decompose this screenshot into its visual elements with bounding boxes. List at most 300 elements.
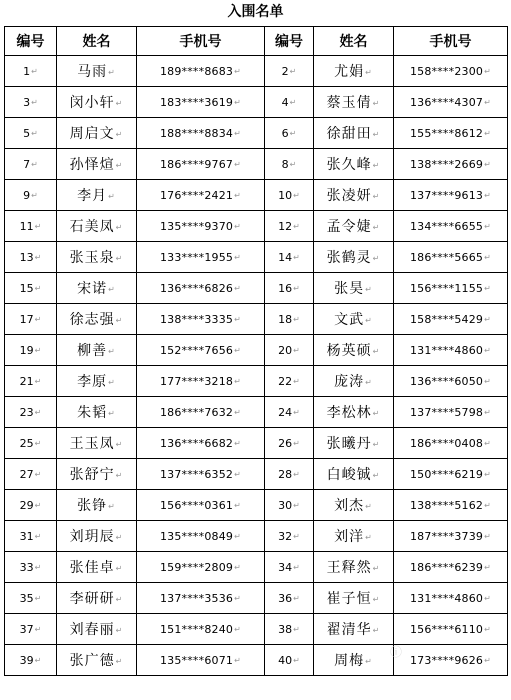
entry-phone — [394, 149, 508, 180]
entry-phone — [394, 242, 508, 273]
entry-name-text: 王释然 — [326, 560, 372, 576]
entry-name — [57, 118, 137, 149]
paragraph-mark-icon: ↵ — [115, 532, 124, 542]
entry-number — [265, 149, 314, 180]
paragraph-mark-icon: ↵ — [484, 439, 492, 448]
entry-name — [314, 397, 394, 428]
paragraph-mark-icon: ↵ — [115, 470, 124, 480]
entry-name — [314, 459, 394, 490]
entry-number-text: 15 — [19, 281, 34, 295]
paragraph-mark-icon: ↵ — [115, 315, 124, 325]
entry-name-text: 孟令婕 — [326, 219, 372, 235]
paragraph-mark-icon: ↵ — [234, 563, 242, 572]
paragraph-mark-icon: ↵ — [234, 408, 242, 417]
paragraph-mark-icon: ↵ — [372, 222, 381, 232]
paragraph-mark-icon: ↵ — [34, 594, 42, 603]
entry-phone — [394, 335, 508, 366]
paragraph-mark-icon: ↵ — [234, 98, 242, 107]
entry-phone — [394, 428, 508, 459]
entry-number — [5, 180, 57, 211]
paragraph-mark-icon: ↵ — [293, 191, 300, 200]
list-title: 入围名单 — [227, 4, 284, 20]
paragraph-mark-icon: ↵ — [484, 501, 492, 510]
header-id-left: 编号 — [5, 27, 57, 56]
entry-name — [57, 521, 137, 552]
entry-phone-text: 187****3739 — [409, 529, 484, 543]
table-row — [5, 180, 508, 211]
entry-number — [265, 366, 314, 397]
entry-number-text: 11 — [19, 219, 34, 233]
paragraph-mark-icon: ↵ — [289, 98, 297, 107]
paragraph-mark-icon: ↵ — [293, 377, 300, 386]
entry-number — [5, 273, 57, 304]
table-row — [5, 335, 508, 366]
paragraph-mark-icon: ↵ — [34, 501, 42, 510]
paragraph-mark-icon: ↵ — [484, 346, 492, 355]
paragraph-mark-icon: ↵ — [293, 656, 300, 665]
paragraph-mark-icon: ↵ — [234, 284, 242, 293]
entry-number-text: 36 — [278, 591, 293, 605]
paragraph-mark-icon: ↵ — [289, 129, 297, 138]
entry-name-text: 王玉凤 — [69, 436, 115, 452]
entry-phone-text: 159****2809 — [159, 560, 234, 574]
entry-phone — [394, 583, 508, 614]
table-row — [5, 614, 508, 645]
paragraph-mark-icon: ↵ — [34, 532, 42, 541]
entry-number-text: 21 — [19, 374, 34, 388]
paragraph-mark-icon: ↵ — [293, 439, 300, 448]
table-row — [5, 459, 508, 490]
entry-number — [5, 521, 57, 552]
entry-number-text: 7 — [23, 157, 31, 171]
entry-name-text: 尤娟 — [334, 64, 365, 80]
entry-phone-text: 131****4860 — [409, 343, 484, 357]
entry-phone — [137, 273, 265, 304]
paragraph-mark-icon: ↵ — [234, 222, 242, 231]
entry-phone — [137, 366, 265, 397]
table-row — [5, 490, 508, 521]
entry-name — [57, 211, 137, 242]
paragraph-mark-icon: ↵ — [234, 129, 242, 138]
entry-phone-text: 177****3218 — [159, 374, 234, 388]
entry-number — [5, 56, 57, 87]
paragraph-mark-icon: ↵ — [484, 67, 492, 76]
paragraph-mark-icon: ↵ — [34, 656, 42, 665]
paragraph-mark-icon: ↵ — [365, 501, 373, 511]
entry-number-text: 29 — [19, 498, 34, 512]
paragraph-mark-icon: ↵ — [34, 470, 42, 479]
paragraph-mark-icon: ↵ — [293, 315, 300, 324]
entry-name-text: 崔子恒 — [326, 591, 372, 607]
entry-phone — [137, 521, 265, 552]
entry-phone-text: 135****6071 — [159, 653, 234, 667]
entry-number — [5, 335, 57, 366]
entry-phone-text: 135****9370 — [159, 219, 234, 233]
table-row — [5, 242, 508, 273]
entry-number-text: 34 — [278, 560, 293, 574]
entry-number-text: 27 — [19, 467, 34, 481]
entry-phone — [394, 490, 508, 521]
paragraph-mark-icon: ↵ — [293, 222, 300, 231]
entry-number — [265, 87, 314, 118]
entry-number-text: 12 — [278, 219, 293, 233]
entry-name-text: 刘洋 — [334, 529, 365, 545]
entry-name-text: 徐甜田 — [326, 126, 372, 142]
entry-phone-text: 186****7632 — [159, 405, 234, 419]
entry-number — [265, 180, 314, 211]
paragraph-mark-icon: ↵ — [372, 191, 381, 201]
table-row — [5, 304, 508, 335]
entry-number — [265, 242, 314, 273]
paragraph-mark-icon: ↵ — [365, 284, 373, 294]
entry-name-text: 朱韬 — [77, 405, 108, 421]
entry-phone-text: 137****9613 — [409, 188, 484, 202]
entry-phone — [137, 459, 265, 490]
paragraph-mark-icon: ↵ — [115, 98, 124, 108]
entry-number-text: 33 — [19, 560, 34, 574]
paragraph-mark-icon: ↵ — [484, 253, 492, 262]
entry-name — [314, 149, 394, 180]
paragraph-mark-icon: ↵ — [234, 439, 242, 448]
entry-name-text: 张舒宁 — [69, 467, 115, 483]
paragraph-mark-icon: ↵ — [234, 315, 242, 324]
header-id-right: 编号 — [265, 27, 314, 56]
entry-name-text: 刘玥辰 — [69, 529, 115, 545]
paragraph-mark-icon: ↵ — [34, 253, 42, 262]
paragraph-mark-icon: ↵ — [108, 501, 116, 511]
entry-number — [5, 242, 57, 273]
entry-number — [5, 490, 57, 521]
entry-phone-text: 138****2669 — [409, 157, 484, 171]
entry-number — [5, 645, 57, 676]
paragraph-mark-icon: ↵ — [484, 222, 492, 231]
entry-name-text: 白峻铖 — [326, 467, 372, 483]
table-row — [5, 211, 508, 242]
entry-phone-text: 136****6826 — [159, 281, 234, 295]
entry-phone-text: 138****5162 — [409, 498, 484, 512]
entry-phone-text: 136****6050 — [409, 374, 484, 388]
paragraph-mark-icon: ↵ — [484, 129, 492, 138]
entry-phone — [137, 180, 265, 211]
paragraph-mark-icon: ↵ — [108, 284, 116, 294]
paragraph-mark-icon: ↵ — [484, 284, 492, 293]
entry-phone-text: 135****0849 — [159, 529, 234, 543]
entry-number-text: 22 — [278, 374, 293, 388]
entry-name-text: 蔡玉倩 — [326, 95, 372, 111]
entry-number-text: 8 — [281, 157, 289, 171]
entry-number — [265, 614, 314, 645]
entry-phone-text: 183****3619 — [159, 95, 234, 109]
entry-name-text: 张鹤灵 — [326, 250, 372, 266]
entry-number-text: 32 — [278, 529, 293, 543]
entry-name-text: 刘春丽 — [69, 622, 115, 638]
entry-name-text: 张凌妍 — [326, 188, 372, 204]
entry-name-text: 周启文 — [69, 126, 115, 142]
entry-phone — [137, 614, 265, 645]
entry-name-text: 张昊 — [334, 281, 365, 297]
entry-number-text: 17 — [19, 312, 34, 326]
table-row — [5, 521, 508, 552]
entry-name-text: 孙怿煊 — [69, 157, 115, 173]
paragraph-mark-icon: ↵ — [31, 67, 38, 76]
paragraph-mark-icon: ↵ — [115, 222, 124, 232]
entry-phone-text: 176****2421 — [159, 188, 234, 202]
paragraph-mark-icon: ↵ — [34, 346, 42, 355]
entry-phone-text: 136****4307 — [409, 95, 484, 109]
entry-name-text: 李松林 — [326, 405, 372, 421]
entry-number-text: 2 — [281, 64, 289, 78]
entry-number-text: 5 — [23, 126, 31, 140]
entry-phone-text: 156****1155 — [409, 281, 484, 295]
entry-name — [314, 304, 394, 335]
paragraph-mark-icon: ↵ — [234, 594, 242, 603]
entry-number — [265, 118, 314, 149]
entry-phone-text: 150****6219 — [409, 467, 484, 481]
entry-number-text: 38 — [278, 622, 293, 636]
watermark: ⓘ — [390, 645, 403, 659]
entry-number — [265, 304, 314, 335]
entry-phone-text: 133****1955 — [159, 250, 234, 264]
paragraph-mark-icon: ↵ — [372, 346, 381, 356]
paragraph-mark-icon: ↵ — [31, 129, 38, 138]
paragraph-mark-icon: ↵ — [115, 625, 124, 635]
entry-number-text: 3 — [23, 95, 31, 109]
table-row — [5, 149, 508, 180]
entry-phone — [137, 583, 265, 614]
entry-name — [314, 366, 394, 397]
entry-number-text: 19 — [19, 343, 34, 357]
paragraph-mark-icon: ↵ — [108, 191, 116, 201]
entry-number-text: 16 — [278, 281, 293, 295]
header-name-left: 姓名 — [57, 27, 137, 56]
entry-name-text: 张久峰 — [326, 157, 372, 173]
paragraph-mark-icon: ↵ — [115, 563, 124, 573]
paragraph-mark-icon: ↵ — [234, 377, 242, 386]
paragraph-mark-icon: ↵ — [234, 160, 242, 169]
entry-number — [265, 56, 314, 87]
entry-phone-text: 189****8683 — [159, 64, 234, 78]
entry-name-text: 闵小轩 — [69, 95, 115, 111]
entry-phone — [394, 397, 508, 428]
entry-number — [265, 335, 314, 366]
entry-phone-text: 155****8612 — [409, 126, 484, 140]
paragraph-mark-icon: ↵ — [484, 98, 492, 107]
header-name-right: 姓名 — [314, 27, 394, 56]
entry-name-text: 文武 — [334, 312, 365, 328]
table-row — [5, 428, 508, 459]
paragraph-mark-icon: ↵ — [484, 656, 492, 665]
entry-number — [265, 428, 314, 459]
entry-phone — [394, 645, 508, 676]
paragraph-mark-icon: ↵ — [234, 346, 242, 355]
paragraph-mark-icon: ↵ — [293, 625, 300, 634]
header-phone-right: 手机号 — [394, 27, 508, 56]
entry-name-text: 李原 — [77, 374, 108, 390]
entry-number — [5, 397, 57, 428]
entry-name-text: 翟清华 — [326, 622, 372, 638]
paragraph-mark-icon: ↵ — [34, 284, 42, 293]
table-row — [5, 118, 508, 149]
entry-name-text: 李研研 — [69, 591, 115, 607]
entry-phone — [394, 87, 508, 118]
entry-number-text: 13 — [19, 250, 34, 264]
entry-number-text: 30 — [278, 498, 293, 512]
entry-name — [57, 459, 137, 490]
entry-phone-text: 186****5665 — [409, 250, 484, 264]
entry-phone-text: 158****2300 — [409, 64, 484, 78]
entry-phone-text: 186****9767 — [159, 157, 234, 171]
paragraph-mark-icon: ↵ — [108, 408, 116, 418]
paragraph-mark-icon: ↵ — [365, 656, 373, 666]
entry-number-text: 28 — [278, 467, 293, 481]
paragraph-mark-icon: ↵ — [372, 625, 381, 635]
paragraph-mark-icon: ↵ — [372, 408, 381, 418]
paragraph-mark-icon: ↵ — [484, 408, 492, 417]
entry-number — [5, 583, 57, 614]
paragraph-mark-icon: ↵ — [115, 253, 124, 263]
entry-number — [265, 211, 314, 242]
entry-name-text: 石美凤 — [69, 219, 115, 235]
entry-number-text: 4 — [281, 95, 289, 109]
paragraph-mark-icon: ↵ — [372, 439, 381, 449]
entry-number-text: 23 — [19, 405, 34, 419]
paragraph-mark-icon: ↵ — [372, 98, 381, 108]
entry-phone — [394, 180, 508, 211]
table-row — [5, 552, 508, 583]
entry-phone — [394, 304, 508, 335]
paragraph-mark-icon: ↵ — [289, 160, 297, 169]
roster-table — [4, 26, 508, 676]
entry-name — [314, 211, 394, 242]
entry-number-text: 39 — [19, 653, 34, 667]
paragraph-mark-icon: ↵ — [34, 377, 42, 386]
paragraph-mark-icon: ↵ — [484, 315, 492, 324]
entry-name-text: 徐志强 — [69, 312, 115, 328]
entry-name — [57, 149, 137, 180]
entry-phone — [137, 87, 265, 118]
paragraph-mark-icon: ↵ — [293, 346, 300, 355]
entry-number — [5, 428, 57, 459]
entry-phone — [394, 118, 508, 149]
entry-number — [265, 521, 314, 552]
paragraph-mark-icon: ↵ — [234, 191, 242, 200]
entry-number-text: 14 — [278, 250, 293, 264]
paragraph-mark-icon: ↵ — [293, 532, 300, 541]
entry-number — [5, 459, 57, 490]
entry-phone-text: 156****6110 — [409, 622, 484, 636]
entry-phone-text: 152****7656 — [159, 343, 234, 357]
entry-phone-text: 188****8834 — [159, 126, 234, 140]
entry-number-text: 18 — [278, 312, 293, 326]
entry-number-text: 25 — [19, 436, 34, 450]
paragraph-mark-icon: ↵ — [293, 563, 300, 572]
entry-name — [57, 242, 137, 273]
paragraph-mark-icon: ↵ — [115, 129, 124, 139]
entry-phone — [137, 118, 265, 149]
entry-number — [5, 304, 57, 335]
paragraph-mark-icon: ↵ — [234, 656, 242, 665]
table-row — [5, 87, 508, 118]
table-row — [5, 273, 508, 304]
entry-name — [57, 87, 137, 118]
entry-name — [57, 490, 137, 521]
table-row — [5, 397, 508, 428]
paragraph-mark-icon: ↵ — [293, 408, 300, 417]
entry-phone — [394, 366, 508, 397]
paragraph-mark-icon: ↵ — [31, 160, 38, 169]
paragraph-mark-icon: ↵ — [293, 284, 300, 293]
entry-phone — [137, 552, 265, 583]
entry-name-text: 柳善 — [77, 343, 108, 359]
entry-name-text: 杨英硕 — [326, 343, 372, 359]
paragraph-mark-icon: ↵ — [365, 377, 373, 387]
entry-name-text: 李月 — [77, 188, 108, 204]
entry-number-text: 24 — [278, 405, 293, 419]
paragraph-mark-icon: ↵ — [31, 191, 38, 200]
entry-number — [265, 583, 314, 614]
entry-name — [314, 583, 394, 614]
paragraph-mark-icon: ↵ — [234, 253, 242, 262]
entry-phone-text: 186****0408 — [409, 436, 484, 450]
entry-name-text: 庞涛 — [334, 374, 365, 390]
entry-name — [314, 118, 394, 149]
paragraph-mark-icon: ↵ — [365, 67, 373, 77]
paragraph-mark-icon: ↵ — [372, 563, 381, 573]
entry-phone — [394, 273, 508, 304]
entry-name — [314, 490, 394, 521]
entry-number-text: 40 — [278, 653, 293, 667]
paragraph-mark-icon: ↵ — [34, 315, 42, 324]
entry-name — [314, 614, 394, 645]
entry-phone — [137, 211, 265, 242]
entry-number — [5, 211, 57, 242]
entry-name-text: 马雨 — [77, 64, 108, 80]
entry-phone-text: 137****3536 — [159, 591, 234, 605]
entry-name — [57, 366, 137, 397]
entry-phone — [394, 459, 508, 490]
paragraph-mark-icon: ↵ — [372, 253, 381, 263]
entry-phone-text: 173****9626 — [409, 653, 484, 667]
paragraph-mark-icon: ↵ — [484, 377, 492, 386]
entry-phone — [137, 242, 265, 273]
entry-number-text: 20 — [278, 343, 293, 357]
entry-phone — [137, 397, 265, 428]
entry-number-text: 6 — [281, 126, 289, 140]
paragraph-mark-icon: ↵ — [234, 470, 242, 479]
paragraph-mark-icon: ↵ — [34, 563, 42, 572]
entry-name — [314, 180, 394, 211]
paragraph-mark-icon: ↵ — [31, 98, 38, 107]
paragraph-mark-icon: ↵ — [372, 594, 381, 604]
paragraph-mark-icon: ↵ — [34, 408, 42, 417]
paragraph-mark-icon: ↵ — [289, 67, 297, 76]
paragraph-mark-icon: ↵ — [372, 470, 381, 480]
entry-name — [57, 180, 137, 211]
entry-phone-text: 137****6352 — [159, 467, 234, 481]
entry-number — [265, 459, 314, 490]
paragraph-mark-icon: ↵ — [108, 67, 116, 77]
entry-name — [57, 614, 137, 645]
entry-phone-text: 136****6682 — [159, 436, 234, 450]
paragraph-mark-icon: ↵ — [115, 594, 124, 604]
entry-phone — [137, 335, 265, 366]
entry-phone-text: 186****6239 — [409, 560, 484, 574]
entry-phone — [394, 552, 508, 583]
paragraph-mark-icon: ↵ — [108, 346, 116, 356]
entry-name-text: 张铮 — [77, 498, 108, 514]
entry-name — [314, 335, 394, 366]
entry-number-text: 10 — [278, 188, 293, 202]
